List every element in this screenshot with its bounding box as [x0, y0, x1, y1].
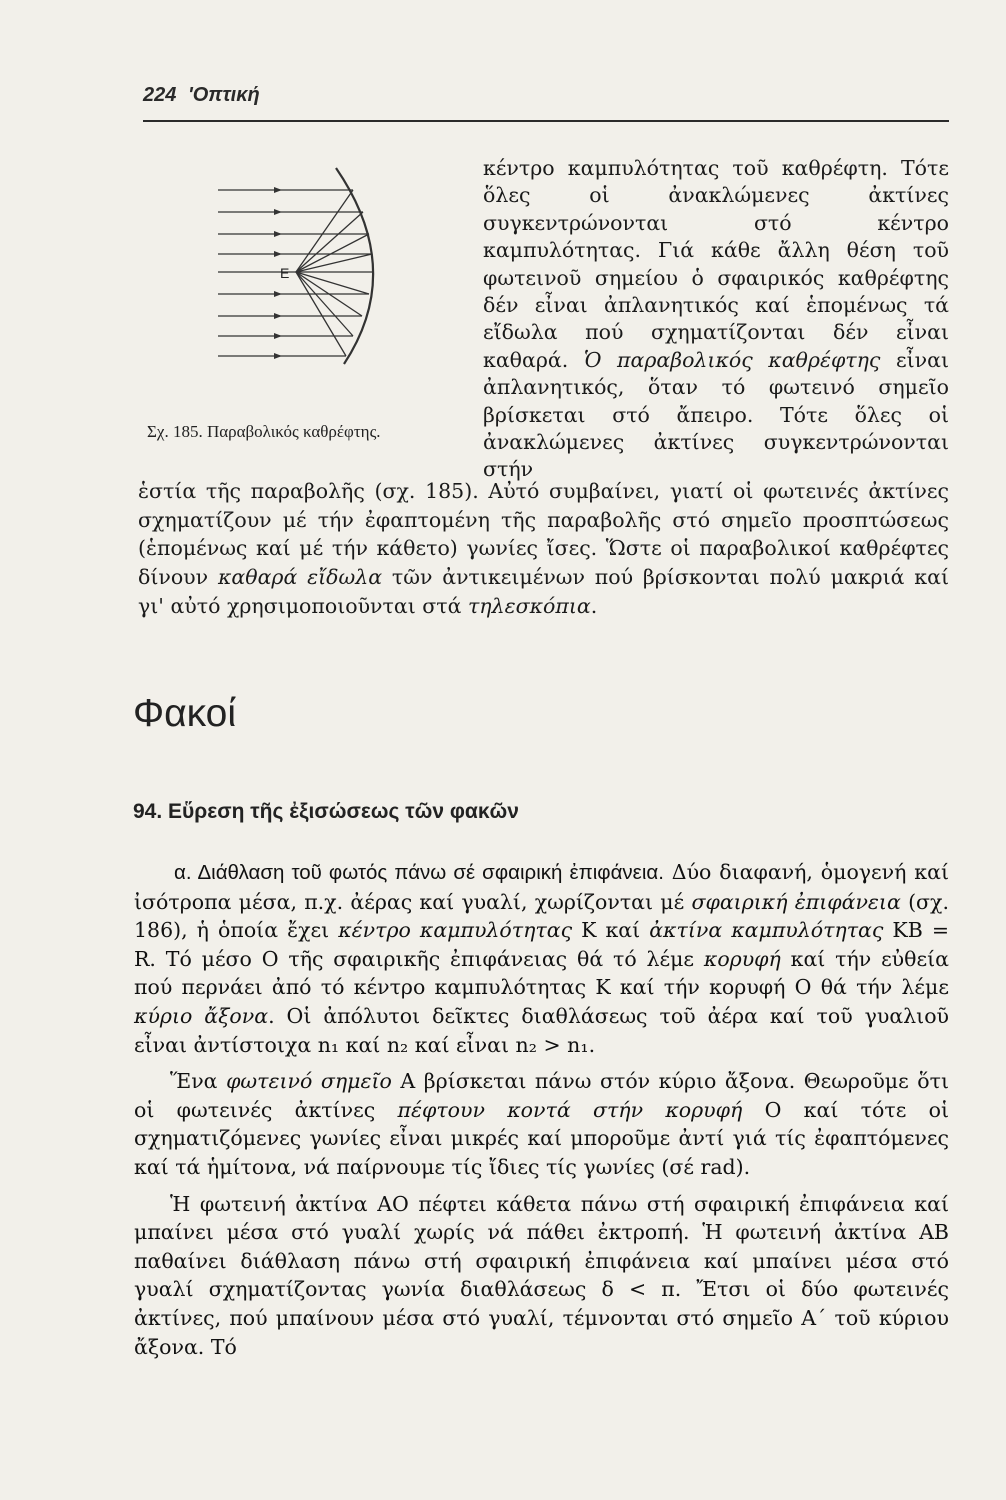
text-run: τῶν ἀντικειμένων πού βρίσκονται πολύ μακριά καί γι' αὐτό χρησιμοποιοῦνται στά — [138, 565, 949, 618]
right-column-text — [483, 155, 949, 484]
text-run: ἑστία τῆς παραβολῆς (σχ. 185). Αὐτό συμβαίνει, γιατί οἱ φωτεινές ἀκτίνες σχηματίζουν μέ τήν ἐφαπτομένη τῆς παραβολῆς στό σημεῖο προσπτώσεως (ἑπομένως καί μέ τήν κάθετο) γωνίες ἴσες. Ὥστε οἱ παραβολικοί καθρέφτες δίνουν — [138, 479, 949, 590]
text-run: Κ καί — [572, 918, 650, 943]
emphasis-text: κέντρο καμπυλότητας — [338, 918, 573, 943]
text-run: καί τήν εὐθεία πού περνάει ἀπό τό κέντρο καμπυλότητας Κ καί τήν κορυφή Ο θά τήν λέμε — [134, 946, 949, 1000]
text-run: κέντρο καμπυλότητας τοῦ καθρέφτη. Τότε ὅλες οἱ ἀνακλώμενες ἀκτίνες συγκεντρώνονται στό κέντρο καμπυλότητας. Γιά κάθε ἄλλη θέση τοῦ φωτεινοῦ σημείου ὁ σφαιρικός καθρέφτης δέν εἶναι ἀπλανητικός καί ἑπομένως τά εἴδωλα πού σχηματίζονται δέν εἶναι καθαρά. — [483, 156, 949, 372]
paragraph-lead: α. Διάθλαση τοῦ φωτός πάνω σέ σφαιρική ἐπιφάνεια. — [174, 861, 664, 884]
paragraph — [134, 1190, 949, 1362]
parabolic-mirror-diagram — [148, 150, 466, 440]
page-header — [143, 84, 260, 107]
emphasis-text: καθαρά εἴδωλα — [217, 565, 383, 590]
emphasis-text: Ὁ παραβολικός καθρέφτης — [583, 347, 881, 372]
text-run: Ο καί τότε οἱ σχηματιζόμενες γωνίες εἶναι μικρές καί μποροῦμε ἀντί γιά τίς ἐφαπτόμενες καί τά ἡμίτονα, νά παίρνουμε τίς ἴδιες τίς γωνίες (σέ rad). — [134, 1097, 949, 1179]
text-run: Ἕνα — [170, 1069, 227, 1094]
section-title: Φακοί — [133, 692, 237, 735]
arrow-icon — [274, 353, 282, 359]
arrow-icon — [274, 333, 282, 339]
header-rule — [143, 120, 949, 122]
emphasis-text: ἀκτίνα καμπυλότητας — [649, 918, 884, 943]
reflected-ray — [296, 190, 353, 272]
sub-heading: 94. Εὕρεση τῆς ἐξισώσεως τῶν φακῶν — [133, 800, 519, 823]
text-run: Α βρίσκεται πάνω στόν κύριο ἄξονα. Θεωροῦμε ὅτι οἱ φωτεινές ἀκτίνες — [134, 1069, 950, 1122]
text-run: (σχ. 186), ἡ ὁποία ἔχει — [134, 889, 949, 943]
figure-caption: Σχ. 185. Παραβολικός καθρέφτης. — [147, 422, 381, 441]
arrow-icon — [274, 187, 282, 193]
text-run: εἶναι ἀπλανητικός, ὅταν τό φωτεινό σημεῖο βρίσκεται στό ἄπειρο. Τότε ὅλες οἱ ἀνακλώμενες ἀκτίνες συγκεντρώνονται στήν — [483, 347, 949, 482]
emphasis-text: τηλεσκόπια — [467, 593, 591, 618]
paragraph — [134, 858, 949, 1059]
emphasis-text: φωτεινό σημεῖο — [226, 1069, 392, 1094]
emphasis-text: κορυφή — [703, 946, 781, 971]
text-run: . — [590, 593, 598, 618]
body-text — [134, 858, 949, 1369]
text-run: Δύο διαφανή, ὁμογενή καί ἰσότροπα μέσα, π.χ. ἀέρας καί γυαλί, χωρίζονται μέ — [134, 860, 949, 914]
page-number: 224 — [143, 84, 177, 106]
arrow-icon — [274, 313, 282, 319]
emphasis-text: πέφτουν κοντά στήν κορυφή — [397, 1097, 743, 1122]
running-title: 'Οπτική — [187, 84, 260, 106]
arrow-icon — [274, 209, 282, 215]
arrow-icon — [274, 231, 282, 237]
mirror-curve — [336, 168, 373, 364]
text-run: Ἡ φωτεινή ἀκτίνα ΑΟ πέφτει κάθετα πάνω στή σφαιρική ἐπιφάνεια καί μπαίνει μέσα στό γυαλί χωρίς νά πάθει ἐκτροπή. Ἡ φωτεινή ἀκτίνα ΑΒ παθαίνει διάθλαση πάνω στή σφαιρική ἐπιφάνεια καί μπαίνει μέσα στό γυαλί σχηματίζοντας γωνία διαθλάσεως δ < π. Ἔτσι οἱ δύο φωτεινές ἀκτίνες, πού μπαίνουν μέσα στό γυαλί, τέμνονται στό σημεῖο Α΄ τοῦ κύριου ἄξονα. Τό — [134, 1191, 949, 1359]
emphasis-text: σφαιρική ἐπιφάνεια — [691, 889, 901, 914]
focus-label: Ε — [280, 265, 290, 281]
arrow-icon — [274, 251, 282, 257]
text-run: ΚΒ = R. Τό μέσο Ο τῆς σφαιρικῆς ἐπιφάνειας θά τό λέμε — [134, 918, 950, 971]
text-run: . Οἱ ἀπόλυτοι δεῖκτες διαθλάσεως τοῦ ἀέρα καί τοῦ γυαλιοῦ εἶναι ἀντίστοιχα n₁ καί n₂ καί εἶναι n₂ > n₁. — [134, 1003, 950, 1057]
emphasis-text: κύριο ἄξονα — [134, 1003, 269, 1028]
arrow-icon — [274, 291, 282, 297]
parabolic-mirror-figure — [148, 150, 466, 440]
paragraph — [134, 1067, 949, 1181]
full-width-paragraph — [138, 477, 949, 621]
